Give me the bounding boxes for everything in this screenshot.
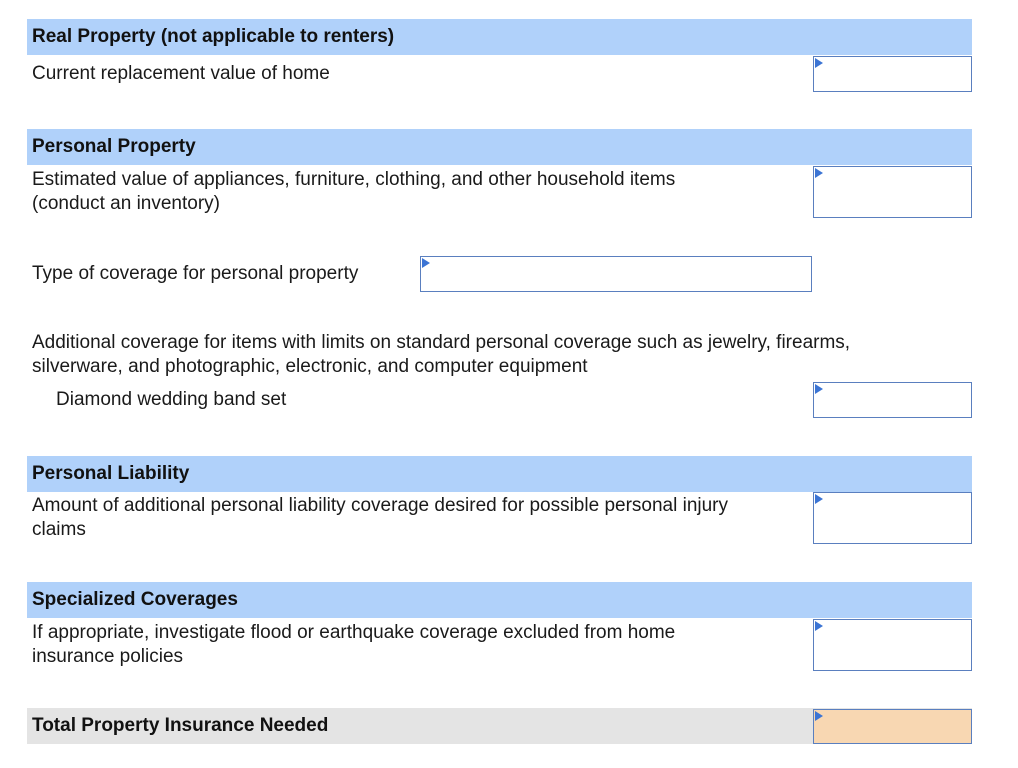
diamond-band-label: Diamond wedding band set [56,389,287,410]
estimated-value-input[interactable] [824,167,967,217]
input-marker-icon [815,494,823,504]
liability-amount-label-line1: Amount of additional personal liability coverage desired for possible personal injury [32,495,729,516]
liability-amount-label [32,494,728,542]
input-marker-icon [815,711,823,721]
coverage-type-input[interactable] [431,257,807,291]
input-marker-icon [815,384,823,394]
coverage-type-field[interactable] [420,256,812,292]
total-label: Total Property Insurance Needed [32,715,329,736]
estimated-value-field[interactable] [813,166,972,218]
section-title-specialized-coverages: Specialized Coverages [32,589,238,610]
input-marker-icon [422,258,430,268]
total-field[interactable] [813,709,972,744]
section-header-personal-liability [27,456,972,492]
replacement-value-label: Current replacement value of home [32,63,330,84]
liability-amount-label-line2: claims [32,519,86,540]
additional-coverage-label-line1: Additional coverage for items with limits on standard personal coverage such as jewelry, firearms, [32,332,851,353]
flood-earthquake-label [32,621,675,669]
section-header-specialized-coverages [27,582,972,618]
section-header-real-property [27,19,972,55]
input-marker-icon [815,621,823,631]
diamond-band-field[interactable] [813,382,972,418]
additional-coverage-label-line2: silverware, and photographic, electronic, and computer equipment [32,356,588,377]
total-input[interactable] [824,710,967,743]
section-header-personal-property [27,129,972,165]
estimated-value-label-line2: (conduct an inventory) [32,193,220,214]
flood-earthquake-label-line1: If appropriate, investigate flood or earthquake coverage excluded from home [32,622,676,643]
estimated-value-label [32,168,675,216]
replacement-value-input[interactable] [824,57,967,91]
flood-earthquake-field[interactable] [813,619,972,671]
input-marker-icon [815,58,823,68]
replacement-value-field[interactable] [813,56,972,92]
input-marker-icon [815,168,823,178]
additional-coverage-label [32,331,850,379]
liability-amount-field[interactable] [813,492,972,544]
liability-amount-input[interactable] [824,493,967,543]
flood-earthquake-input[interactable] [824,620,967,670]
section-title-real-property: Real Property (not applicable to renters) [32,26,395,47]
diamond-band-input[interactable] [824,383,967,417]
estimated-value-label-line1: Estimated value of appliances, furniture, clothing, and other household items [32,169,676,190]
flood-earthquake-label-line2: insurance policies [32,646,184,667]
section-title-personal-property: Personal Property [32,136,196,157]
section-title-personal-liability: Personal Liability [32,463,190,484]
coverage-type-label: Type of coverage for personal property [32,263,359,284]
